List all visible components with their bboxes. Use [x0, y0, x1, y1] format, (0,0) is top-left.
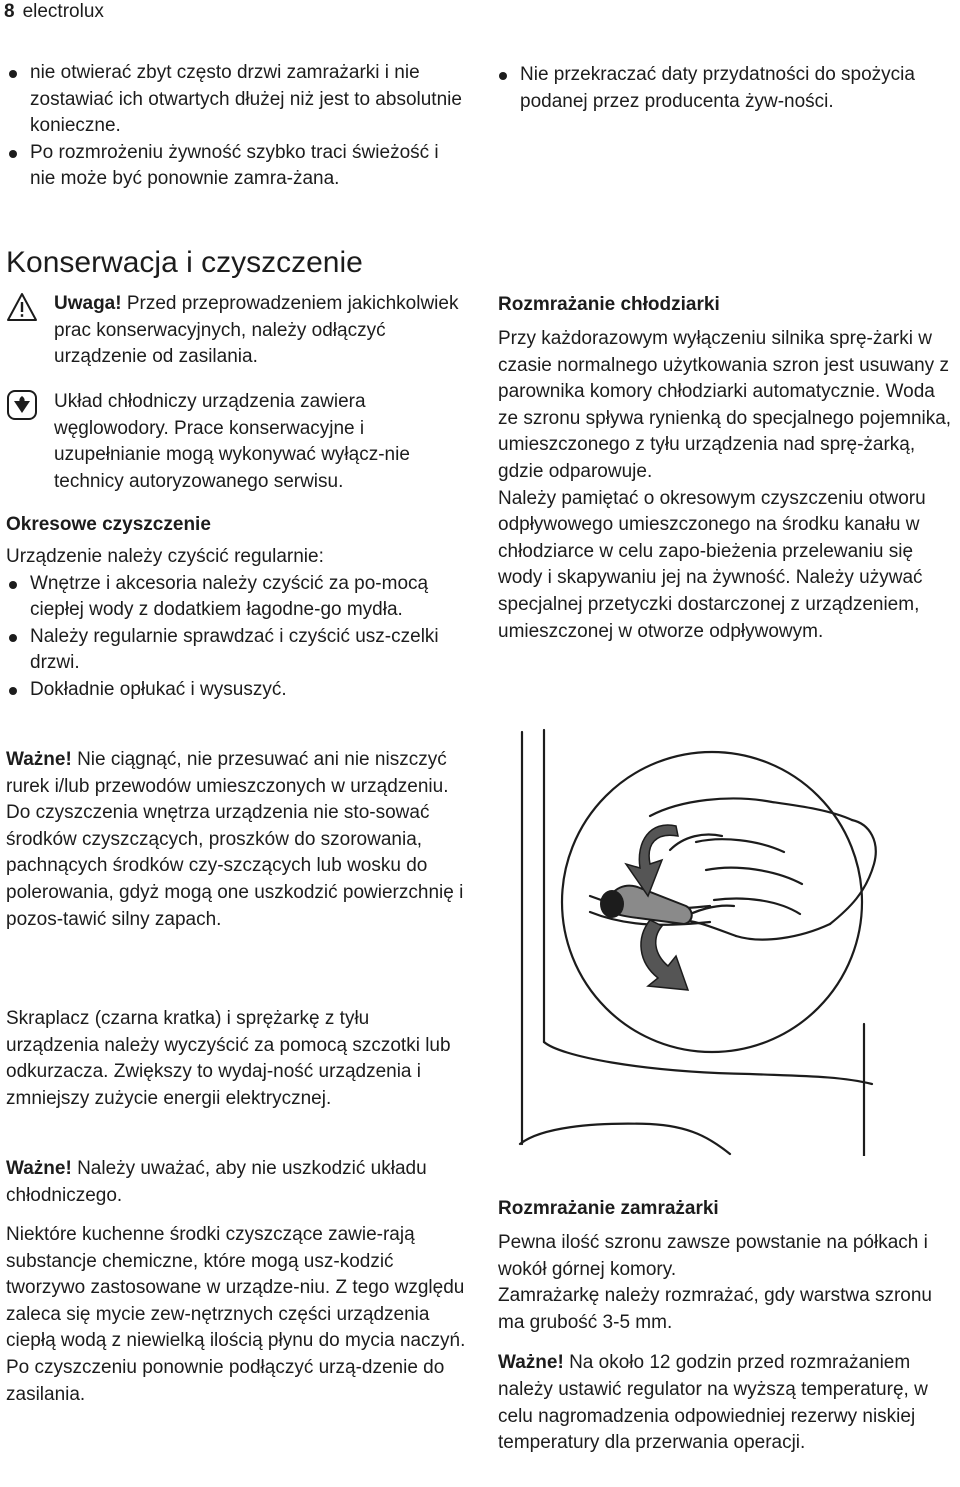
warning-block [6, 291, 466, 371]
brand-name: electrolux [22, 1, 104, 22]
freezer-important-note [498, 1350, 958, 1456]
warning-label: Uwaga! [54, 293, 122, 314]
right-bullet-list [496, 62, 956, 115]
periodic-cleaning-intro: Urządzenie należy czyścić regularnie: [6, 546, 324, 567]
cleaning-notes [6, 747, 466, 933]
important-body: Należy uważać, aby nie uszkodzić układu chłodniczego. [6, 1158, 427, 1206]
drain-plug-cleaning-illustration [500, 724, 960, 1156]
cleaning-paragraph: Do czyszczenia wnętrza urządzenia nie sto-sować środków czyszczących, proszków do szorowania, pachnących środków czy-szczących lub wosku do polerowania, gdyż mogą one uszkodzić powierzchnię i pozos-tawić silny zapach. [6, 802, 464, 930]
flammable-refrigerant-icon [6, 389, 38, 421]
condenser-note [6, 1006, 466, 1112]
fridge-defrost-paragraph-2: Należy pamiętać o okresowym czyszczeniu otworu odpływowego umieszczonego na środku kanału w chłodziarce w celu zapo-bieżenia przelewaniu się wody i skapywaniu jej na żywność. Należy używać specjalnej przetyczki dostarczonej z urządzeniem, umieszczonej w otworze odpływowym. [498, 487, 926, 642]
important-body: Na około 12 godzin przed rozmrażaniem należy ustawić regulator na wyższą temperaturę, w celu nagromadzenia odpowiedniej rezerwy niskiej temperatury dla przerwania operacji. [498, 1352, 928, 1454]
periodic-cleaning-section [6, 512, 466, 704]
list-item: Dokładnie opłukać i wysuszyć. [6, 677, 466, 704]
freezer-defrost-paragraph-1: Pewna ilość szronu zawsze powstanie na półkach i wokół górnej komory. [498, 1232, 928, 1280]
list-item: nie otwierać zbyt często drzwi zamrażarki i nie zostawiać ich otwartych dłużej niż jest to absolutnie konieczne. [6, 60, 466, 140]
refrigerant-note [6, 389, 466, 495]
warning-text [54, 291, 466, 371]
important-label: Ważne! [6, 1158, 72, 1179]
left-intro [6, 60, 466, 193]
chemicals-note [6, 1222, 466, 1408]
warning-note [6, 291, 466, 371]
intro-bullet-list [6, 60, 466, 193]
maintenance-section-header [6, 245, 466, 281]
fridge-defrost-paragraph-1: Przy każdorazowym wyłączeniu silnika sprę-żarki w czasie normalnego użytkowania szron jest usuwany z parownika komory chłodziarki automatycznie. Woda ze szronu spływa rynienką do specjalnego pojemnika, umieszczonego z tyłu urządzenia nad sprę-żarką, gdzie odparowuje. [498, 328, 952, 482]
important-label: Ważne! [498, 1352, 564, 1374]
right-intro [496, 62, 956, 115]
condenser-paragraph: Skraplacz (czarna kratka) i sprężarkę z tyłu urządzenia należy wyczyścić za pomocą szczotki lub odkurzacza. Zwiększy to wydaj-ność urządzenia i zmniejszy zużycie energii elektrycznej. [6, 1008, 451, 1109]
list-item: Po rozmrożeniu żywność szybko traci świeżość i nie może być ponownie zamra-żana. [6, 140, 466, 193]
freezer-defrost-paragraph-2: Zamrażarkę należy rozmrażać, gdy warstwa szronu ma grubość 3-5 mm. [498, 1285, 932, 1333]
list-item: Nie przekraczać daty przydatności do spożycia podanej przez producenta żyw-ności. [496, 62, 956, 115]
chemicals-paragraph: Niektóre kuchenne środki czyszczące zawie-rają substancje chemiczne, które mogą usz-kodzić tworzywo zastosowane w urządze-niu. Z tego względu zaleca się mycie zew-nętrznych części urządzenia ciepłą wodą z niewielką ilością płynu do mycia naczyń. [6, 1224, 466, 1352]
fridge-defrost-section [498, 292, 958, 645]
list-item: Wnętrze i akcesoria należy czyścić za po-mocą ciepłej wody z dodatkiem łagodne-go mydła. [6, 571, 466, 624]
periodic-cleaning-title: Okresowe czyszczenie [6, 514, 211, 535]
freezer-defrost-section [498, 1196, 958, 1457]
important-label: Ważne! [6, 749, 72, 770]
reconnect-paragraph: Po czyszczeniu ponownie podłączyć urzą-dzenie do zasilania. [6, 1356, 445, 1405]
warning-body: Przed przeprowadzeniem jakichkolwiek prac konserwacyjnych, należy odłączyć urządzenie od zasilania. [54, 293, 459, 368]
freezer-defrost-title: Rozmrażanie zamrażarki [498, 1198, 719, 1219]
important-body: Nie ciągnąć, nie przesuwać ani nie niszczyć rurek i/lub przewodów umieszczonych w urządzeniu. [6, 749, 449, 797]
list-item: Należy regularnie sprawdzać i czyścić usz-czelki drzwi. [6, 624, 466, 677]
refrigerant-text: Układ chłodniczy urządzenia zawiera węglowodory. Prace konserwacyjne i uzupełnianie mogą wykonywać wyłącz-nie technicy autoryzowanego serwisu. [54, 391, 410, 492]
section-title: Konserwacja i czyszczenie [6, 246, 363, 279]
important-note-1 [6, 747, 466, 800]
important-note-2 [6, 1156, 466, 1209]
page-header [4, 0, 104, 24]
warning-triangle-icon [6, 291, 38, 323]
refrigerant-block [6, 389, 466, 495]
periodic-bullet-list [6, 571, 466, 704]
page-number: 8 [4, 1, 15, 22]
cooling-circuit-note [6, 1156, 466, 1209]
fridge-defrost-title: Rozmrażanie chłodziarki [498, 294, 720, 315]
